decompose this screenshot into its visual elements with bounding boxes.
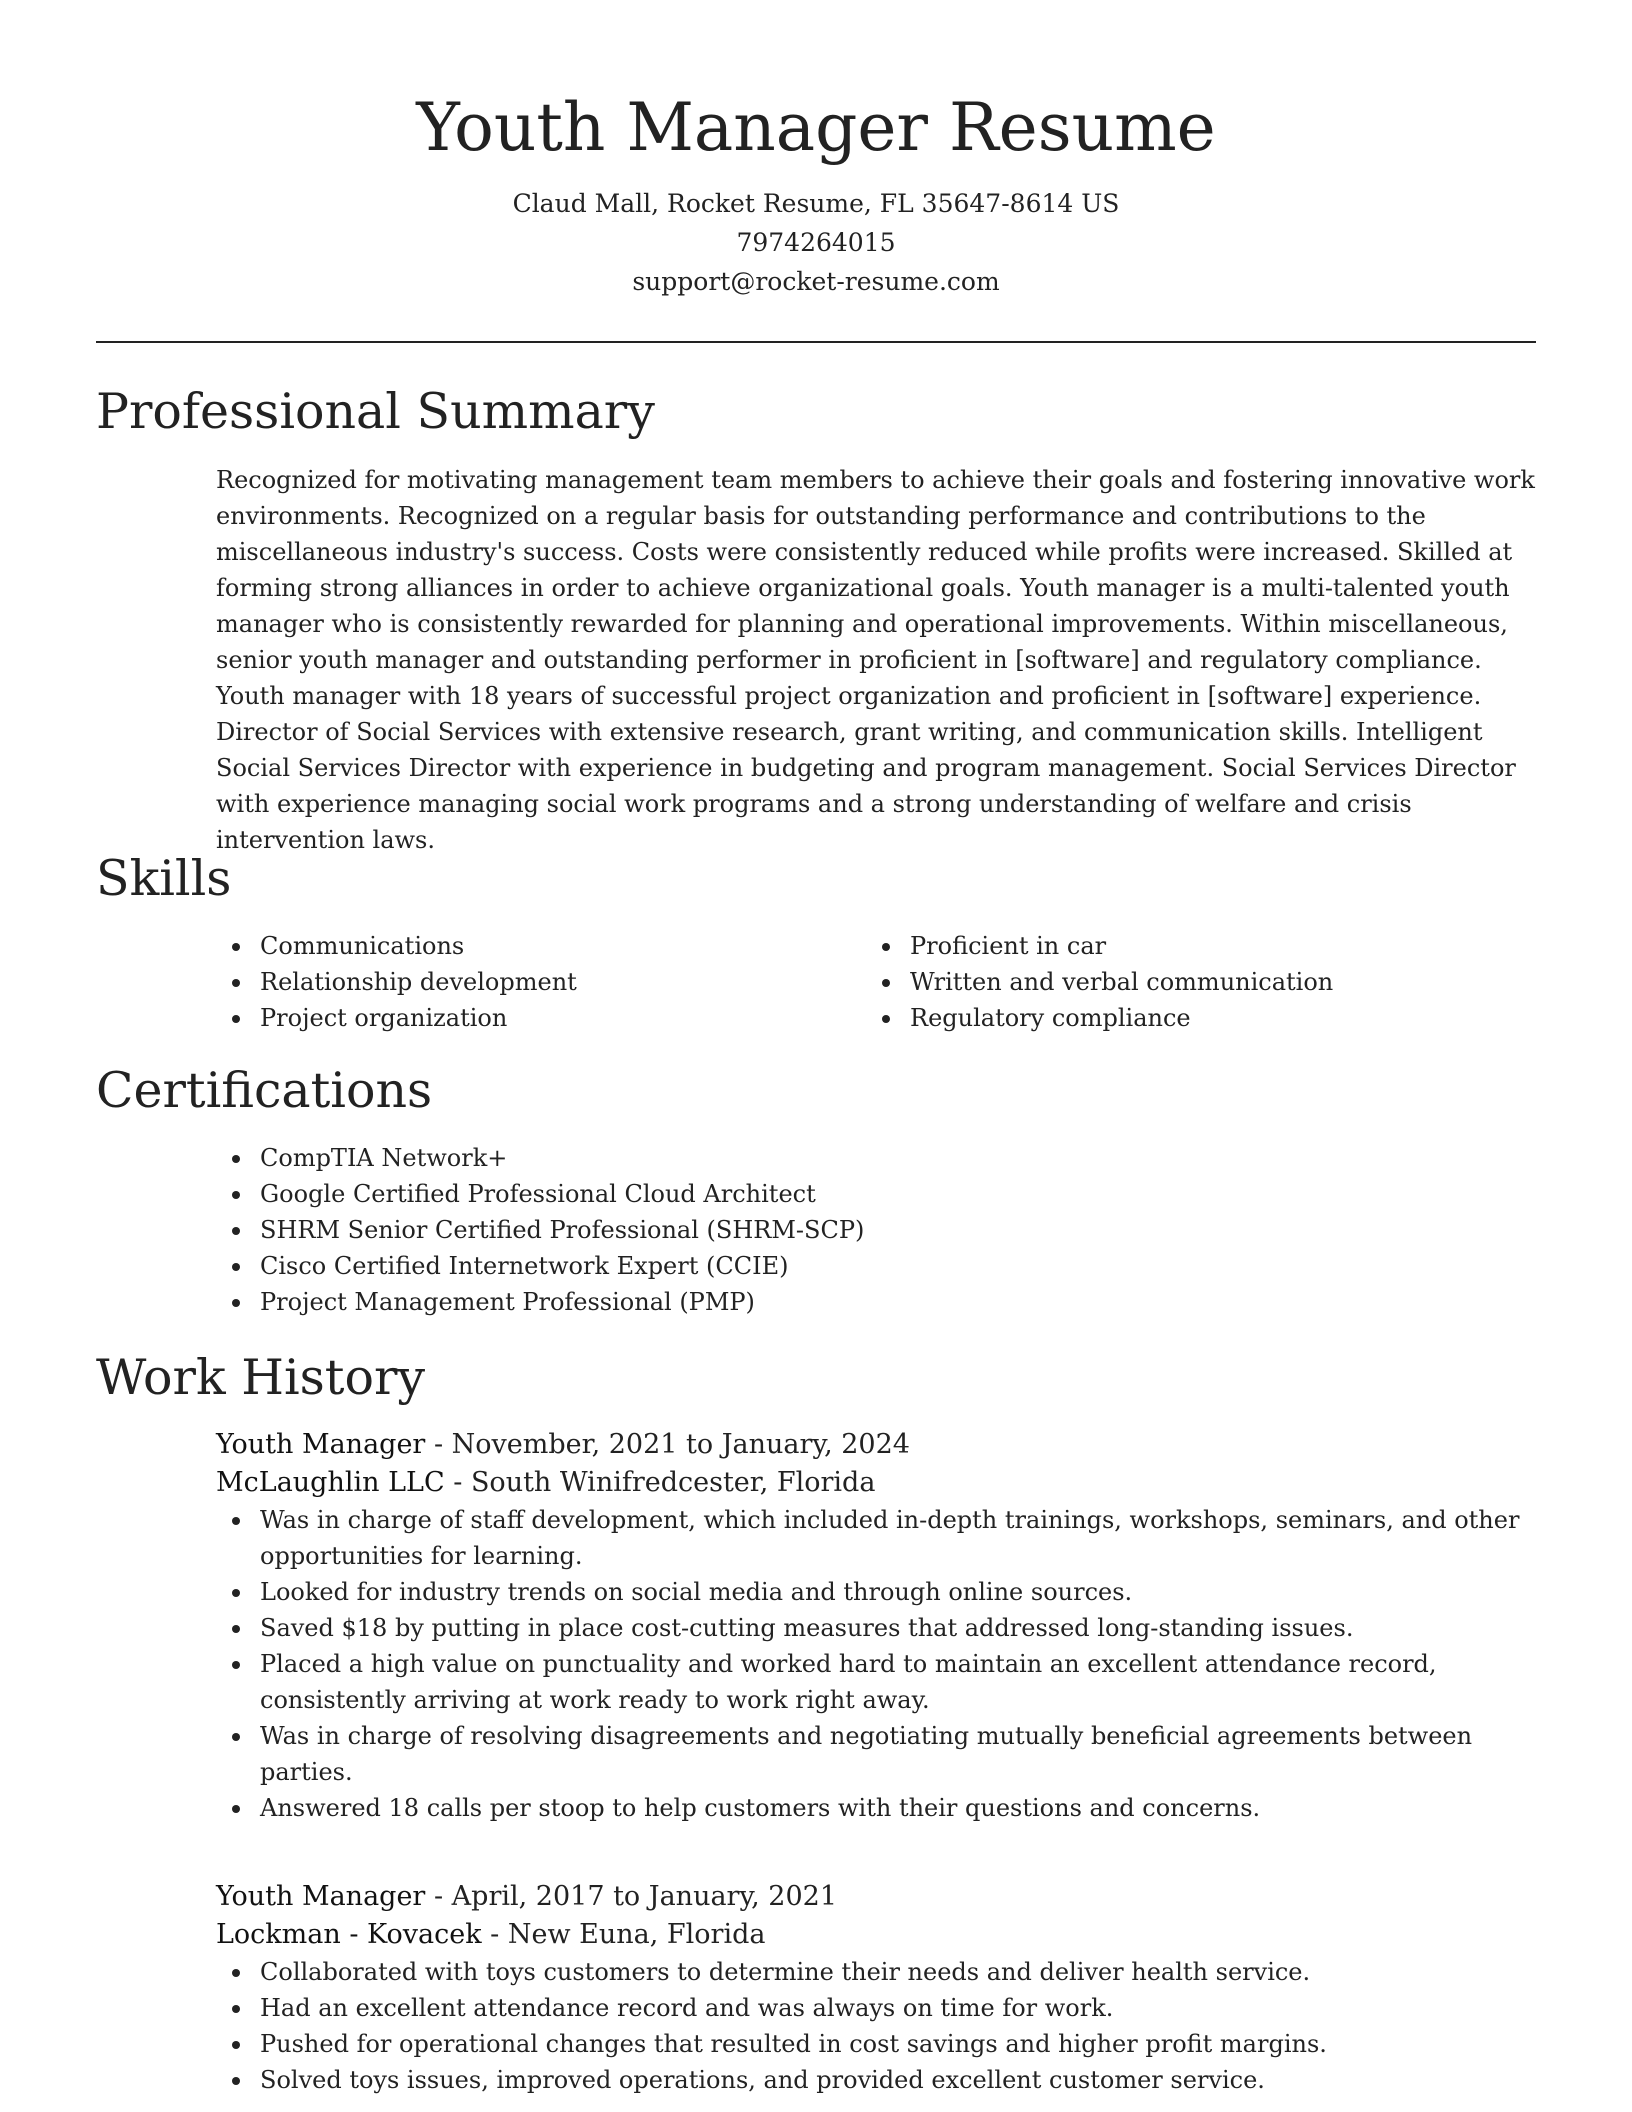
summary-text: Recognized for motivating management team members to achieve their goals and fostering innovative work environments. Recognized on a regular basis for outstanding performance and contributions to the miscellaneous industry's success. Costs were consistently reduced while profits were increased. Skilled at forming strong alliances in order to achieve organizational goals. Youth manager is a multi-talented youth manager who is consistently rewarded for planning and operational improvements. Within miscellaneous, senior youth manager and outstanding performer in proficient in [software] and regulatory compliance. Youth manager with 18 years of successful project organization and proficient in [software] experience. Director of Social Services with extensive research, grant writing, and communication skills. Intelligent Social Services Director with experience in budgeting and program management. Social Services Director with experience managing social work programs and a strong understanding of welfare and crisis intervention laws. <box>216 466 1535 854</box>
certification-item: Cisco Certified Internetwork Expert (CCIE) <box>260 1248 864 1284</box>
job-entry <box>216 1878 1536 2098</box>
skills-list-left <box>216 928 577 1036</box>
job-bullet: Looked for industry trends on social media and through online sources. <box>260 1574 1536 1610</box>
header-divider <box>96 341 1536 343</box>
contact-address: Claud Mall, Rocket Resume, FL 35647-8614 US <box>512 189 1120 218</box>
job-bullet: Answered 18 calls per stoop to help customers with their questions and concerns. <box>260 1790 1536 1826</box>
certifications-list <box>216 1140 864 1320</box>
certification-item: Project Management Professional (PMP) <box>260 1284 864 1320</box>
job-entry <box>216 1426 1536 1826</box>
certification-item: CompTIA Network+ <box>260 1140 864 1176</box>
job-bullet: Collaborated with toys customers to determine their needs and deliver health service. <box>260 1954 1536 1990</box>
contact-phone: 7974264015 <box>736 228 896 257</box>
job-location: New Euna, Florida <box>507 1919 766 1950</box>
job-separator: - <box>453 1467 463 1498</box>
certifications-bullets <box>216 1140 864 1320</box>
skills-column-left <box>216 928 577 1036</box>
job-separator: - <box>433 1881 444 1912</box>
certification-item: SHRM Senior Certified Professional (SHRM-SCP) <box>260 1212 864 1248</box>
skill-item: Proficient in car <box>910 928 1333 964</box>
certifications-heading: Certifications <box>96 1062 433 1119</box>
job-separator: - <box>490 1919 500 1950</box>
job-responsibilities <box>216 1954 1536 2098</box>
skills-list-right <box>866 928 1333 1036</box>
job-bullet: Was in charge of staff development, which included in-depth trainings, workshops, seminars, and other opportunities for learning. <box>260 1502 1536 1574</box>
job-separator: - <box>433 1429 444 1460</box>
job-bullet: Placed a high value on punctuality and worked hard to maintain an excellent attendance record, consistently arriving at work ready to work right away. <box>260 1646 1536 1718</box>
skill-item: Project organization <box>260 1000 577 1036</box>
job-dates: April, 2017 to January, 2021 <box>451 1881 838 1912</box>
skills-column-right <box>866 928 1333 1036</box>
resume-title: Youth Manager Resume <box>416 89 1216 166</box>
contact-info <box>96 184 1536 301</box>
job-bullet: Pushed for operational changes that resulted in cost savings and higher profit margins. <box>260 2026 1536 2062</box>
skill-item: Relationship development <box>260 964 577 1000</box>
job-company-line <box>216 1916 1536 1954</box>
job-bullet: Was in charge of resolving disagreements and negotiating mutually beneficial agreements between parties. <box>260 1718 1536 1790</box>
summary-heading: Professional Summary <box>96 383 655 440</box>
contact-email: support@rocket-resume.com <box>632 267 1000 296</box>
job-company: Lockman - Kovacek <box>216 1919 482 1950</box>
certification-item: Google Certified Professional Cloud Architect <box>260 1176 864 1212</box>
job-location: South Winifredcester, Florida <box>470 1467 876 1498</box>
job-bullet: Solved toys issues, improved operations, and provided excellent customer service. <box>260 2062 1536 2098</box>
job-title-line <box>216 1426 1536 1464</box>
job-title: Youth Manager <box>216 1881 426 1912</box>
skill-item: Communications <box>260 928 577 964</box>
skill-item: Regulatory compliance <box>910 1000 1333 1036</box>
job-responsibilities <box>216 1502 1536 1826</box>
job-title: Youth Manager <box>216 1429 426 1460</box>
work-history-heading: Work History <box>96 1349 426 1406</box>
skill-item: Written and verbal communication <box>910 964 1333 1000</box>
job-title-line <box>216 1878 1536 1916</box>
job-bullet: Saved $18 by putting in place cost-cutting measures that addressed long-standing issues. <box>260 1610 1536 1646</box>
resume-header <box>96 84 1536 301</box>
job-dates: November, 2021 to January, 2024 <box>451 1429 910 1460</box>
job-company-line <box>216 1464 1536 1502</box>
job-company: McLaughlin LLC <box>216 1467 445 1498</box>
job-bullet: Had an excellent attendance record and was always on time for work. <box>260 1990 1536 2026</box>
skills-heading: Skills <box>96 850 232 907</box>
